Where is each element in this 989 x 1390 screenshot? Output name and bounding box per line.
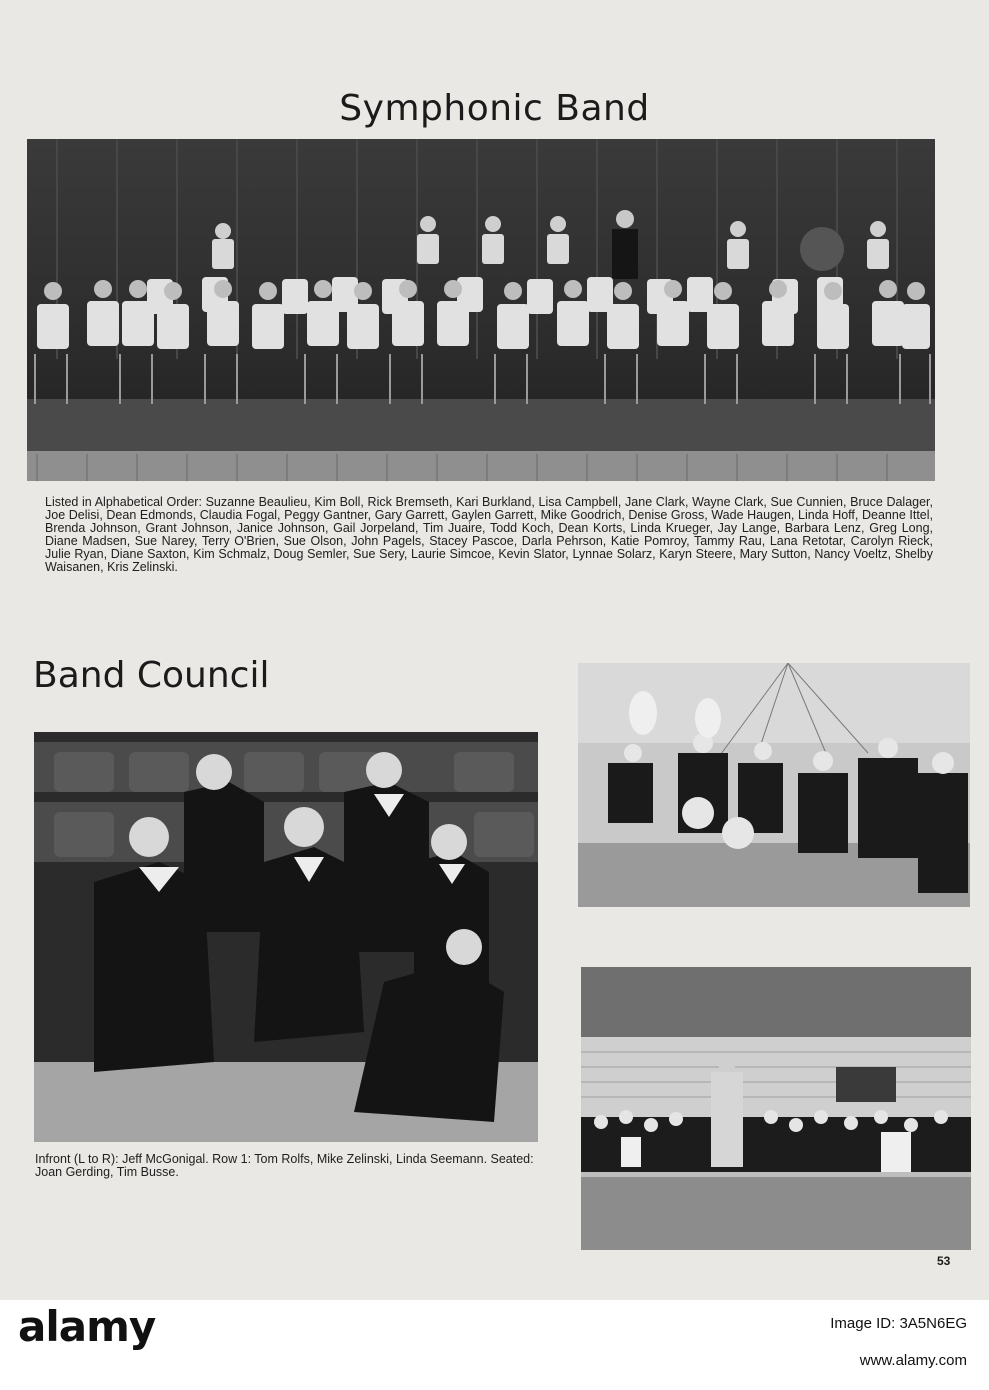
band-council-photo bbox=[34, 732, 538, 1142]
symphonic-band-caption: Listed in Alphabetical Order: Suzanne Beaulieu, Kim Boll, Rick Bremseth, Kari Burkland, Lisa Campbell, Jane Clark, Wayne Clark, Sue Cunnien, Bruce Dalager, Joe Delisi, Dean Edmonds, Claudia Fogal, Peggy Gantner, Gary Garrett, Gaylen Garrett, Mike Goodrich, Denise Gross, Wade Haugen, Linda Hoff, Deanne Ittel, Brenda Johnson, Grant Johnson, Janice Johnson, Gail Jorpeland, Tim Juaire, Todd Koch, Dean Korts, Linda Krueger, Jay Lange, Barbara Lenz, Greg Long, Diane Madsen, Sue Narey, Terry O'Brien, Sue Olson, John Pagels, Stacey Pascoe, Darla Pehrson, Katie Pomroy, Tammy Rau, Lana Retotar, Carolyn Rieck, Julie Ryan, Diane Saxton, Kim Schmalz, Doug Semler, Sue Sery, Laurie Simcoe, Kevin Slator, Lynnae Solarz, Karyn Steere, Mary Sutton, Nancy Voeltz, Shelby Waisanen, Kris Zelinski. bbox=[45, 495, 933, 574]
brand-logo: alamy bbox=[18, 1302, 156, 1351]
band-rehearsal-photo bbox=[578, 663, 970, 907]
band-concert-photo-image bbox=[581, 967, 971, 1250]
band-rehearsal-photo-image bbox=[578, 663, 970, 907]
band-council-photo-image bbox=[34, 732, 538, 1142]
band-council-title: Band Council bbox=[33, 655, 270, 696]
band-council-caption: Infront (L to R): Jeff McGonigal. Row 1: Tom Rolfs, Mike Zelinski, Linda Seemann. Seated: Joan Gerding, Tim Busse. bbox=[35, 1152, 534, 1179]
image-url[interactable]: www.alamy.com bbox=[859, 1352, 967, 1369]
symphonic-band-photo-image bbox=[27, 139, 935, 481]
image-id: Image ID: 3A5N6EG bbox=[830, 1315, 967, 1332]
symphonic-band-photo bbox=[27, 139, 935, 481]
page-number: 53 bbox=[937, 1254, 951, 1268]
symphonic-band-title: Symphonic Band bbox=[339, 88, 650, 129]
band-concert-photo bbox=[581, 967, 971, 1250]
